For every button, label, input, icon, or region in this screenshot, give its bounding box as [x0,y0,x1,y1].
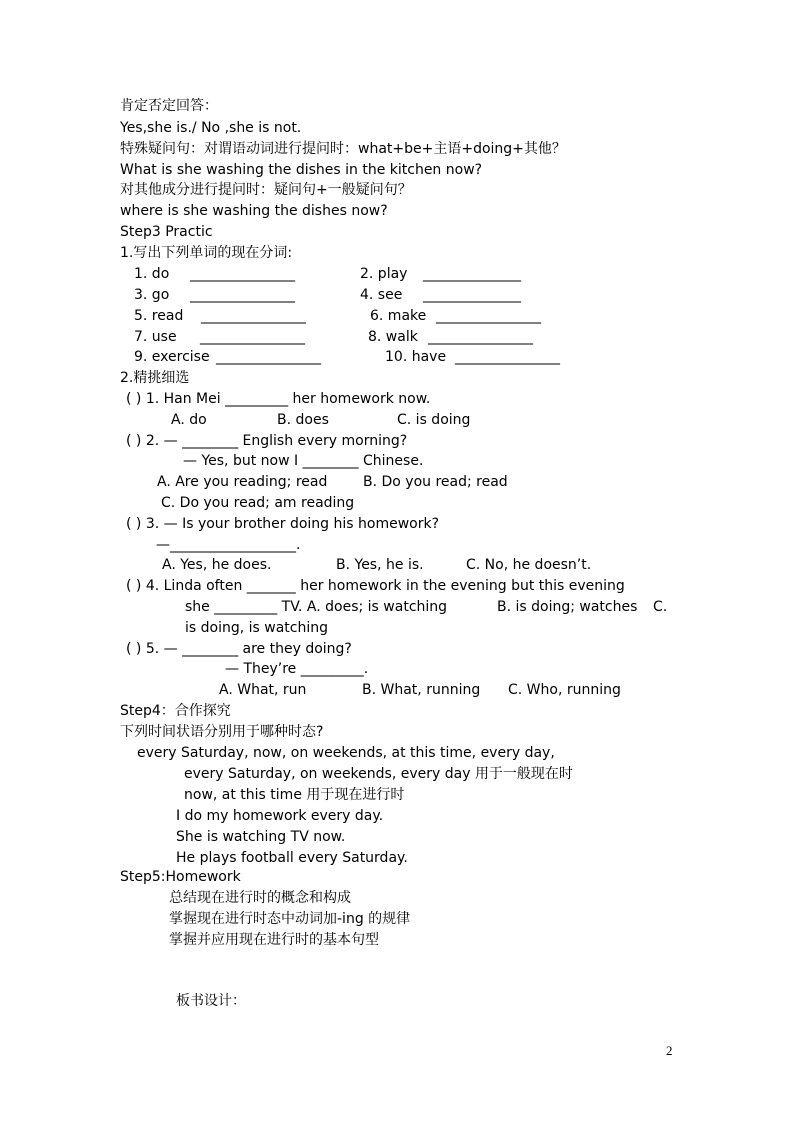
example-sentence: He plays football every Saturday. [176,850,408,866]
word-blank: _______________ [436,308,541,324]
word-blank: _______________ [200,329,305,345]
option-a: A. Are you reading; read [157,474,328,490]
word-blank: _______________ [201,308,306,324]
example-sentence: She is watching TV now. [176,829,346,845]
word-blank: ______________ [423,287,521,303]
word-label: 10. have [385,349,447,365]
word-blank: _______________ [190,287,295,303]
option-a: A. do [171,412,207,428]
homework-item: 掌握并应用现在进行时的基本句型 [169,932,379,948]
step4-question: 下列时间状语分别用于哪种时态? [120,724,324,740]
word-blank: _______________ [428,329,533,345]
option-c: C. No, he doesn’t. [466,557,592,573]
q1-title: 1.写出下列单词的现在分词: [120,245,293,261]
adverbial-list: every Saturday, now, on weekends, at this time, every day, [137,745,555,761]
option-c: C. [653,599,668,615]
question-3: ( ) 3. — Is your brother doing his homework? [126,516,440,532]
word-blank: _______________ [216,349,321,365]
question-2-reply: — Yes, but now I ________ Chinese. [183,453,424,469]
option-b: B. Do you read; read [363,474,508,490]
option-b: B. What, running [362,682,481,698]
option-b: B. Yes, he is. [336,557,424,573]
word-blank: ______________ [423,266,521,282]
page-number: 2 [666,1043,673,1058]
option-b: B. does [277,412,329,428]
simple-present-note: every Saturday, on weekends, every day 用于一般现在时 [184,766,573,782]
step4-title: Step4：合作探究 [120,703,231,719]
present-continuous-note: now, at this time 用于现在进行时 [184,787,405,803]
step3-title: Step3 Practic [120,224,213,240]
question-2: ( ) 2. — ________ English every morning? [126,433,408,449]
special-question-rule-2: 对其他成分进行提问时：疑问句+一般疑问句？ [120,182,412,198]
board-design-label: 板书设计： [176,993,246,1009]
question-3-reply: —__________________. [156,537,301,553]
option-c: C. is doing [397,412,471,428]
word-label: 5. read [134,308,184,324]
question-1: ( ) 1. Han Mei _________ her homework now. [126,391,431,407]
question-5: ( ) 5. — ________ are they doing? [126,641,352,657]
word-label: 9. exercise [134,349,210,365]
special-question-example: What is she washing the dishes in the kitchen now? [120,162,483,178]
word-label: 6. make [370,308,427,324]
option-c: C. Who, running [508,682,621,698]
example-sentence: I do my homework every day. [176,808,384,824]
word-label: 1. do [134,266,170,282]
answers-example: Yes,she is./ No ,she is not. [120,120,302,136]
question-5-reply: — They’re _________. [225,661,369,677]
homework-item: 掌握现在进行时态中动词加-ing 的规律 [169,911,411,927]
option-c: C. Do you read; am reading [161,495,355,511]
word-blank: _______________ [455,349,560,365]
word-label: 4. see [360,287,403,303]
answers-heading: 肯定否定回答： [120,98,218,114]
special-question-rule: 特殊疑问句：对谓语动词进行提问时：what+be+主语+doing+其他？ [120,141,566,157]
word-label: 7. use [134,329,177,345]
option-b: B. is doing; watches [497,599,638,615]
step5-title: Step5:Homework [120,869,241,885]
special-question-example-2: where is she washing the dishes now? [120,203,388,219]
option-a: A. Yes, he does. [162,557,272,573]
question-4-line-2: she _________ TV. A. does; is watching [185,599,448,615]
word-blank: _______________ [190,266,295,282]
question-4: ( ) 4. Linda often _______ her homework in the evening but this evening [126,578,625,594]
word-label: 8. walk [368,329,418,345]
word-label: 3. go [134,287,170,303]
q2-title: 2.精挑细选 [120,370,190,386]
option-a: A. What, run [219,682,307,698]
word-label: 2. play [360,266,408,282]
homework-item: 总结现在进行时的概念和构成 [169,890,351,906]
option-c-text: is doing, is watching [185,620,329,636]
